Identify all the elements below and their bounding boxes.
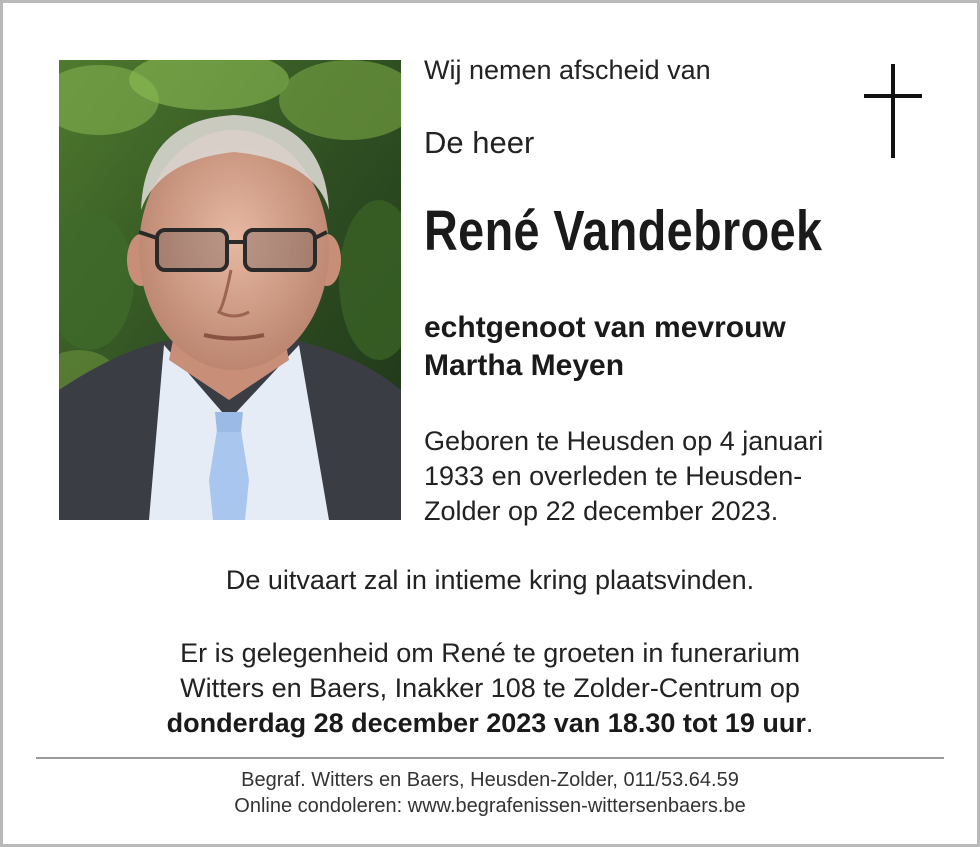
visit-date: donderdag 28 december 2023 van 18.30 tot 19 uur — [166, 708, 806, 738]
online-condolence-link[interactable]: Online condoleren: www.begrafenissen-wittersenbaers.be — [234, 795, 746, 817]
born-line-1: Geboren te Heusden op 4 januari — [424, 426, 824, 456]
visit-line-3 — [0, 706, 980, 741]
spouse-line-1: echtgenoot van mevrouw — [424, 311, 786, 344]
spouse-info — [424, 309, 786, 385]
intro-text: Wij nemen afscheid van — [424, 55, 711, 85]
cross-icon — [864, 64, 922, 158]
visit-line-2: Witters en Baers, Inakker 108 te Zolder-Centrum op — [180, 673, 800, 703]
born-line-3: Zolder op 22 december 2023. — [424, 496, 779, 526]
funeral-home-contact: Begraf. Witters en Baers, Heusden-Zolder, 011/53.64.59 — [241, 769, 739, 791]
visit-line-1: Er is gelegenheid om René te groeten in funerarium — [180, 638, 800, 668]
funeral-notice: De uitvaart zal in intieme kring plaatsvinden. — [225, 565, 755, 595]
honorific: De heer — [424, 125, 535, 160]
born-line-2: 1933 en overleden te Heusden- — [424, 461, 803, 491]
footer — [0, 767, 980, 819]
spouse-line-2: Martha Meyen — [424, 349, 625, 382]
portrait-photo — [59, 60, 401, 520]
birth-death-info — [424, 424, 823, 529]
deceased-name: René Vandebroek — [424, 199, 823, 263]
divider — [36, 757, 944, 759]
visit-end: . — [805, 708, 814, 738]
visitation-info — [0, 636, 980, 741]
